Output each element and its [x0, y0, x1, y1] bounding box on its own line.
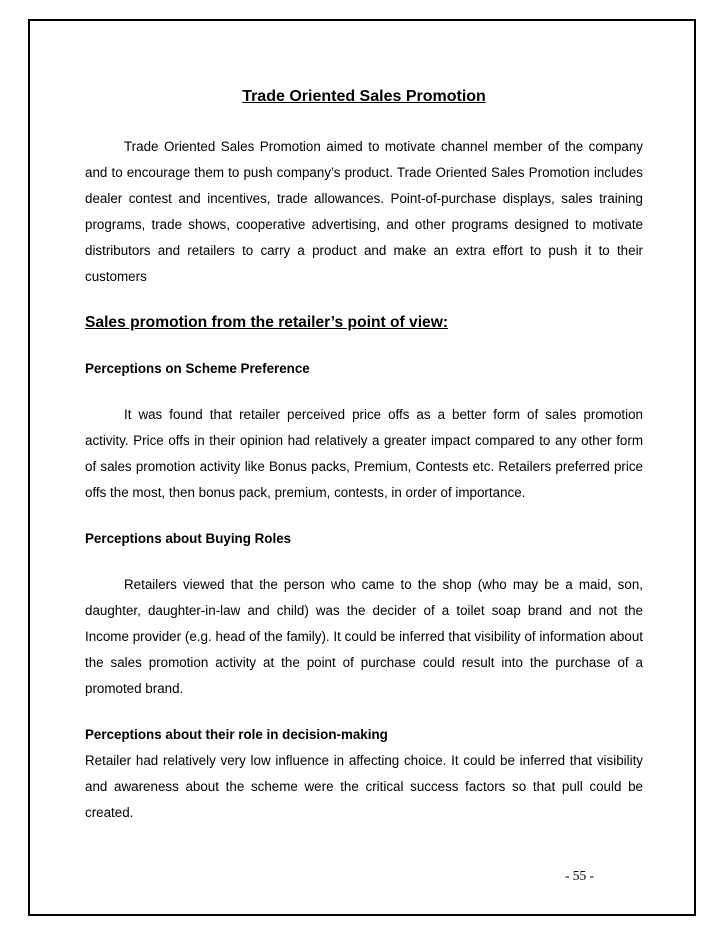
- spacer: [85, 290, 643, 310]
- subsection-heading-buying-roles: Perceptions about Buying Roles: [85, 531, 292, 546]
- spacer: [85, 506, 643, 526]
- spacer: [85, 552, 643, 572]
- subsection-heading-decision-making: Perceptions about their role in decision-making: [85, 727, 388, 742]
- spacer: [85, 382, 643, 402]
- section-heading: Sales promotion from the retailer’s point of view:: [85, 314, 449, 331]
- page-number: - 55 -: [565, 868, 595, 883]
- subsection-body-decision-making: Retailer had relatively very low influence in affecting choice. It could be inferred that visibility and awareness about the scheme were the critical success factors so that pull could be created.: [85, 753, 643, 820]
- intro-paragraph: Trade Oriented Sales Promotion aimed to motivate channel member of the company and to encourage them to push company’s product. Trade Oriented Sales Promotion includes dealer contest and incentives, trade allowances. Point-of-purchase displays, sales training programs, trade shows, cooperative advertising, and other programs designed to motivate distributors and retailers to carry a product and make an extra effort to push it to their customers: [85, 139, 643, 284]
- page-title: Trade Oriented Sales Promotion: [242, 88, 486, 105]
- document-body: [85, 84, 643, 826]
- subsection-heading-scheme-preference: Perceptions on Scheme Preference: [85, 361, 310, 376]
- subsection-body-buying-roles: Retailers viewed that the person who came to the shop (who may be a maid, son, daughter, daughter-in-law and child) was the decider of a toilet soap brand and not the Income provider (e.g. head of the family). It could be inferred that visibility of information about the sales promotion activity at the point of purchase could result into the purchase of a promoted brand.: [85, 577, 643, 696]
- subsection-body-scheme-preference: It was found that retailer perceived price offs as a better form of sales promotion activity. Price offs in their opinion had relatively a greater impact compared to any other form of sales promotion activity like Bonus packs, Premium, Contests etc. Retailers preferred price offs the most, then bonus pack, premium, contests, in order of importance.: [85, 407, 643, 500]
- spacer: [85, 336, 643, 356]
- spacer: [85, 702, 643, 722]
